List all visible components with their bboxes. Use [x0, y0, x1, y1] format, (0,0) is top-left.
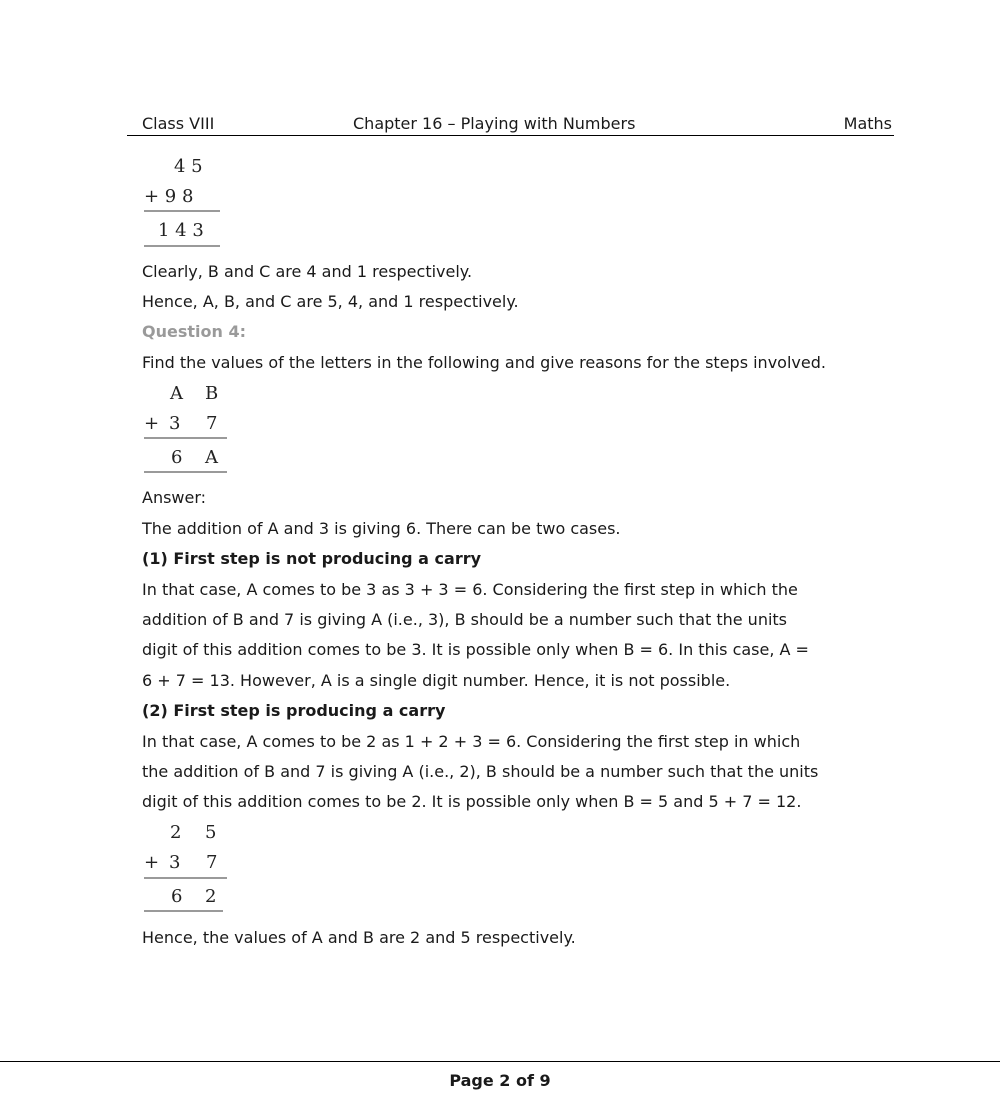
class-label: Class VIII: [142, 114, 215, 133]
page-number: Page 2 of 9: [449, 1071, 551, 1090]
paragraph: digit of this addition comes to be 2. It is possible only when B = 5 and 5 + 7 = 12.: [142, 792, 802, 811]
subject-label: Maths: [843, 114, 892, 133]
paragraph: In that case, A comes to be 3 as 3 + 3 = 6. Considering the first step in which the: [142, 580, 798, 599]
page-header: [127, 113, 894, 136]
sum-digit: 7: [206, 413, 218, 434]
paragraph: 6 + 7 = 13. However, A is a single digit number. Hence, it is not possible.: [142, 671, 731, 690]
sum-digit: 6: [171, 886, 183, 907]
conclusion: Hence, the values of A and B are 2 and 5 respectively.: [142, 928, 576, 947]
sum-digit: 2: [170, 822, 182, 843]
sum-digit: 7: [206, 852, 218, 873]
footer-divider: [0, 1061, 1000, 1062]
sum-divider: [144, 437, 227, 439]
paragraph: Hence, A, B, and C are 5, 4, and 1 respectively.: [142, 292, 519, 311]
addition-45-98: [142, 156, 232, 251]
paragraph: the addition of B and 7 is giving A (i.e., 2), B should be a number such that the units: [142, 762, 819, 781]
chapter-title: Chapter 16 – Playing with Numbers: [353, 114, 636, 133]
sum-digit: 2: [205, 886, 217, 907]
answer-label: Answer:: [142, 488, 207, 507]
addition-25-37: [142, 822, 237, 917]
paragraph: In that case, A comes to be 2 as 1 + 2 + 3 = 6. Considering the first step in which: [142, 732, 801, 751]
sum-underline: [144, 910, 223, 912]
sum-result: 1 4 3: [158, 220, 204, 241]
sum-digit: 6: [171, 447, 183, 468]
question-text: Find the values of the letters in the following and give reasons for the steps involved.: [142, 353, 826, 372]
sum-divider: [144, 877, 227, 879]
question-heading: Question 4:: [142, 322, 246, 341]
plus-sign: +: [144, 852, 160, 873]
sum-digit: 5: [205, 822, 217, 843]
paragraph: digit of this addition comes to be 3. It is possible only when B = 6. In this case, A =: [142, 640, 809, 659]
sum-divider: [144, 210, 220, 212]
sum-digit: A: [170, 383, 183, 404]
paragraph: Clearly, B and C are 4 and 1 respectively.: [142, 262, 473, 281]
sum-digit: 3: [169, 413, 181, 434]
case-heading: (2) First step is producing a carry: [142, 701, 446, 720]
sum-row-1: 4 5: [174, 156, 203, 177]
sum-digit: 3: [169, 852, 181, 873]
addition-ab-37: [142, 383, 237, 478]
plus-sign: +: [144, 413, 160, 434]
sum-underline: [144, 471, 227, 473]
paragraph: The addition of A and 3 is giving 6. There can be two cases.: [142, 519, 621, 538]
case-heading: (1) First step is not producing a carry: [142, 549, 482, 568]
sum-row-2: + 9 8: [144, 186, 194, 207]
sum-digit: B: [205, 383, 219, 404]
paragraph: addition of B and 7 is giving A (i.e., 3), B should be a number such that the units: [142, 610, 788, 629]
sum-underline: [144, 245, 220, 247]
sum-digit: A: [205, 447, 218, 468]
